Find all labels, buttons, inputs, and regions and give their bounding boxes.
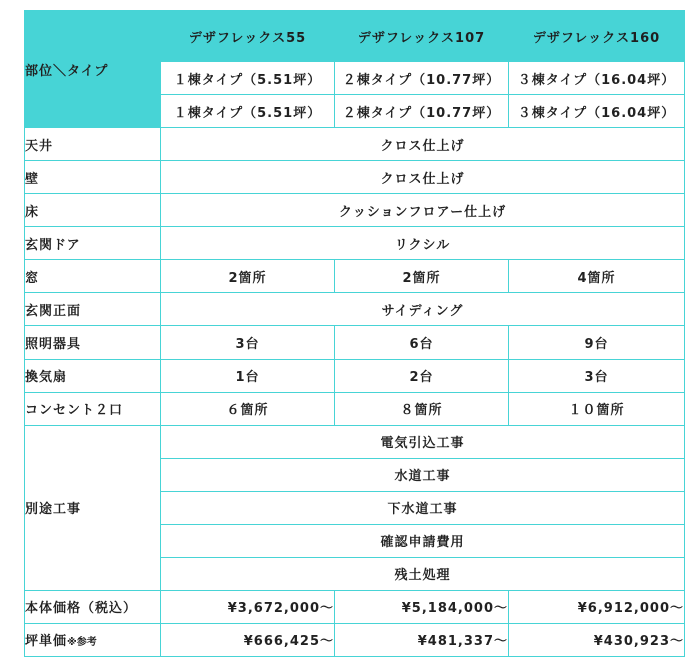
row-outlet bbox=[25, 392, 685, 425]
unit-price-value: ¥481,337～ bbox=[335, 623, 509, 656]
row-value: 1台 bbox=[161, 359, 335, 392]
row-value: 3台 bbox=[509, 359, 685, 392]
price-value: ¥6,912,000～ bbox=[509, 590, 685, 623]
row-entrance-front bbox=[25, 293, 685, 326]
row-label: 別途工事 bbox=[25, 425, 161, 590]
row-label: 本体価格（税込） bbox=[25, 590, 161, 623]
row-ventilation bbox=[25, 359, 685, 392]
row-value: 3台 bbox=[161, 326, 335, 359]
row-floor bbox=[25, 194, 685, 227]
row-value: １０箇所 bbox=[509, 392, 685, 425]
unit-price-label: 坪単価 bbox=[25, 634, 68, 650]
size-160: ３棟タイプ（16.04坪） bbox=[509, 62, 685, 95]
row-value: クッションフロアー仕上げ bbox=[161, 194, 685, 227]
row-value: 2台 bbox=[335, 359, 509, 392]
row-value: 4箇所 bbox=[509, 260, 685, 293]
row-label: 床 bbox=[25, 194, 161, 227]
row-value: ８箇所 bbox=[335, 392, 509, 425]
row-value: 9台 bbox=[509, 326, 685, 359]
row-unit-price bbox=[25, 623, 685, 656]
row-label: 照明器具 bbox=[25, 326, 161, 359]
separate-work-item: 水道工事 bbox=[161, 458, 685, 491]
price-value: ¥5,184,000～ bbox=[335, 590, 509, 623]
row-label bbox=[25, 623, 161, 656]
size-55: １棟タイプ（5.51坪） bbox=[161, 95, 335, 128]
row-value: 2箇所 bbox=[335, 260, 509, 293]
price-value: ¥3,672,000～ bbox=[161, 590, 335, 623]
row-label: 窓 bbox=[25, 260, 161, 293]
row-value: 6台 bbox=[335, 326, 509, 359]
row-label: 玄関正面 bbox=[25, 293, 161, 326]
row-value: 2箇所 bbox=[161, 260, 335, 293]
unit-price-note: ※参考 bbox=[67, 637, 97, 649]
row-price bbox=[25, 590, 685, 623]
separate-work-item: 電気引込工事 bbox=[161, 425, 685, 458]
size-107: ２棟タイプ（10.77坪） bbox=[335, 62, 509, 95]
separate-work-item: 確認申請費用 bbox=[161, 524, 685, 557]
row-value: ６箇所 bbox=[161, 392, 335, 425]
row-lighting bbox=[25, 326, 685, 359]
separate-work-item: 下水道工事 bbox=[161, 491, 685, 524]
row-window bbox=[25, 260, 685, 293]
spec-table bbox=[24, 10, 685, 657]
row-label: 換気扇 bbox=[25, 359, 161, 392]
row-separate-work bbox=[25, 425, 685, 458]
row-value: サイディング bbox=[161, 293, 685, 326]
header-corner: 部位＼タイプ bbox=[25, 11, 161, 128]
header-row-types bbox=[25, 11, 685, 62]
unit-price-value: ¥430,923～ bbox=[509, 623, 685, 656]
size-55: １棟タイプ（5.51坪） bbox=[161, 62, 335, 95]
row-wall bbox=[25, 161, 685, 194]
header-type-160: デザフレックス160 bbox=[509, 11, 685, 62]
row-value: クロス仕上げ bbox=[161, 128, 685, 161]
row-ceiling bbox=[25, 128, 685, 161]
row-label: 天井 bbox=[25, 128, 161, 161]
unit-price-value: ¥666,425～ bbox=[161, 623, 335, 656]
header-type-55: デザフレックス55 bbox=[161, 11, 335, 62]
row-label: 玄関ドア bbox=[25, 227, 161, 260]
row-entrance-door bbox=[25, 227, 685, 260]
size-160: ３棟タイプ（16.04坪） bbox=[509, 95, 685, 128]
separate-work-item: 残土処理 bbox=[161, 557, 685, 590]
header-type-107: デザフレックス107 bbox=[335, 11, 509, 62]
size-107: ２棟タイプ（10.77坪） bbox=[335, 95, 509, 128]
row-label: 壁 bbox=[25, 161, 161, 194]
row-label: コンセント２口 bbox=[25, 392, 161, 425]
row-value: クロス仕上げ bbox=[161, 161, 685, 194]
row-value: リクシル bbox=[161, 227, 685, 260]
